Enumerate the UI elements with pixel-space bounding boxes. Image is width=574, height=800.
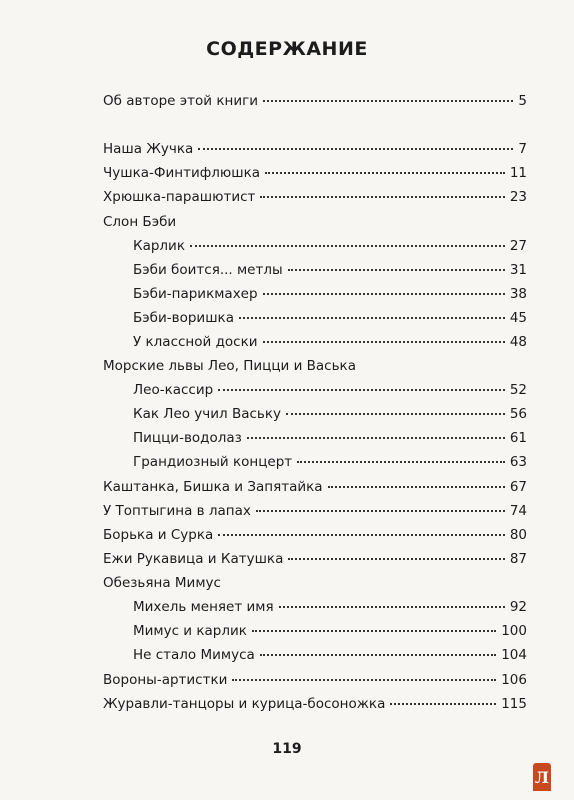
page-number: 119 [272, 741, 302, 757]
toc-entry [103, 140, 527, 158]
toc-entry-title: Журавли-танцоры и курица-босоножка [103, 696, 386, 712]
toc-entry [133, 646, 527, 664]
toc-entry-page: 80 [509, 527, 527, 543]
toc-entry [103, 188, 527, 206]
toc-entry-title: Борька и Сурка [103, 527, 214, 543]
dot-leader [328, 486, 505, 488]
dot-leader [190, 245, 505, 247]
toc-entry-page: 31 [509, 262, 527, 278]
dot-leader [263, 293, 505, 295]
dot-leader [239, 317, 505, 319]
toc-entry-page: 45 [509, 310, 527, 326]
toc-entry-page: 106 [501, 672, 527, 688]
toc-entry [103, 164, 527, 182]
toc-entry-page: 63 [509, 454, 527, 470]
toc-entry-title: Мимус и карлик [133, 623, 247, 639]
toc-entry-page: 52 [509, 382, 527, 398]
toc-section-heading: Морские львы Лео, Пицци и Васька [103, 358, 356, 374]
toc-entry-title: Не стало Мимуса [133, 647, 255, 663]
toc-entry-title: Вороны-артистки [103, 672, 228, 688]
toc-entry-page: 5 [518, 93, 527, 109]
toc-entry [133, 309, 527, 327]
dot-leader [218, 389, 505, 391]
toc-entry-title: Бэби боится... метлы [133, 262, 283, 278]
toc-entry-title: Хрюшка-парашютист [103, 189, 256, 205]
toc-entry [133, 381, 527, 399]
toc-entry-page: 104 [501, 647, 527, 663]
toc-entry [133, 333, 527, 351]
toc-entry-title: Михель меняет имя [133, 599, 274, 615]
toc-entry [133, 453, 527, 471]
dot-leader [390, 703, 496, 705]
dot-leader [265, 172, 505, 174]
toc-entry-page: 100 [501, 623, 527, 639]
toc-entry [103, 92, 527, 110]
toc-entry-page: 48 [509, 334, 527, 350]
dot-leader [279, 606, 505, 608]
toc-entry-page: 115 [501, 696, 527, 712]
toc-entry-title: Карлик [133, 238, 185, 254]
toc-entry-title: Бэби-воришка [133, 310, 234, 326]
dot-leader [286, 413, 505, 415]
toc-section-heading: Обезьяна Мимус [103, 575, 221, 591]
toc-entry [103, 526, 527, 544]
publisher-logo [533, 763, 551, 791]
toc-entry-title: Пицци-водолаз [133, 430, 242, 446]
toc-entry-title: Об авторе этой книги [103, 93, 258, 109]
toc-entry [103, 550, 527, 568]
toc-entry [103, 478, 527, 496]
dot-leader [260, 196, 504, 198]
toc-entry-title: Наша Жучка [103, 141, 194, 157]
toc-entry [103, 695, 527, 713]
toc-entry [133, 622, 527, 640]
toc-entry [133, 598, 527, 616]
toc-entry-title: Бэби-парикмахер [133, 286, 258, 302]
toc-entry-title: У Топтыгина в лапах [103, 503, 251, 519]
dot-leader [256, 510, 505, 512]
toc-entry-page: 87 [509, 551, 527, 567]
publisher-logo-letter: Л [534, 767, 550, 787]
toc-entry [133, 285, 527, 303]
toc-entry-title: Ежи Рукавица и Катушка [103, 551, 284, 567]
toc-entry-page: 74 [509, 503, 527, 519]
toc-entry [103, 671, 527, 689]
dot-leader [198, 148, 513, 150]
toc-entry [103, 502, 527, 520]
toc-entry-title: Чушка-Финтифлюшка [103, 165, 261, 181]
toc-entry-title: Как Лео учил Ваську [133, 406, 282, 422]
toc-entry-page: 23 [509, 189, 527, 205]
dot-leader [252, 630, 496, 632]
toc-entry-page: 38 [509, 286, 527, 302]
dot-leader [218, 534, 505, 536]
dot-leader [297, 461, 505, 463]
toc-entry-title: Каштанка, Бишка и Запятайка [103, 479, 323, 495]
toc-section-heading: Слон Бэби [103, 214, 177, 230]
dot-leader [288, 269, 505, 271]
toc-entry-title: У классной доски [133, 334, 258, 350]
toc-entry-page: 27 [509, 238, 527, 254]
toc-entry [133, 429, 527, 447]
dot-leader [247, 437, 505, 439]
dot-leader [232, 679, 496, 681]
toc-entry-page: 92 [509, 599, 527, 615]
toc-entry-page: 11 [509, 165, 527, 181]
toc-entry-title: Лео-кассир [133, 382, 214, 398]
toc-entry-title: Грандиозный концерт [133, 454, 293, 470]
toc-entry [133, 261, 527, 279]
dot-leader [263, 100, 513, 102]
toc-entry-page: 7 [518, 141, 527, 157]
toc-entry-page: 56 [509, 406, 527, 422]
toc-entry-page: 67 [509, 479, 527, 495]
dot-leader [263, 341, 505, 343]
dot-leader [288, 558, 504, 560]
toc-entry [133, 237, 527, 255]
page-title: СОДЕРЖАНИЕ [206, 38, 368, 60]
dot-leader [260, 654, 496, 656]
toc-entry [133, 405, 527, 423]
toc-entry-page: 61 [509, 430, 527, 446]
